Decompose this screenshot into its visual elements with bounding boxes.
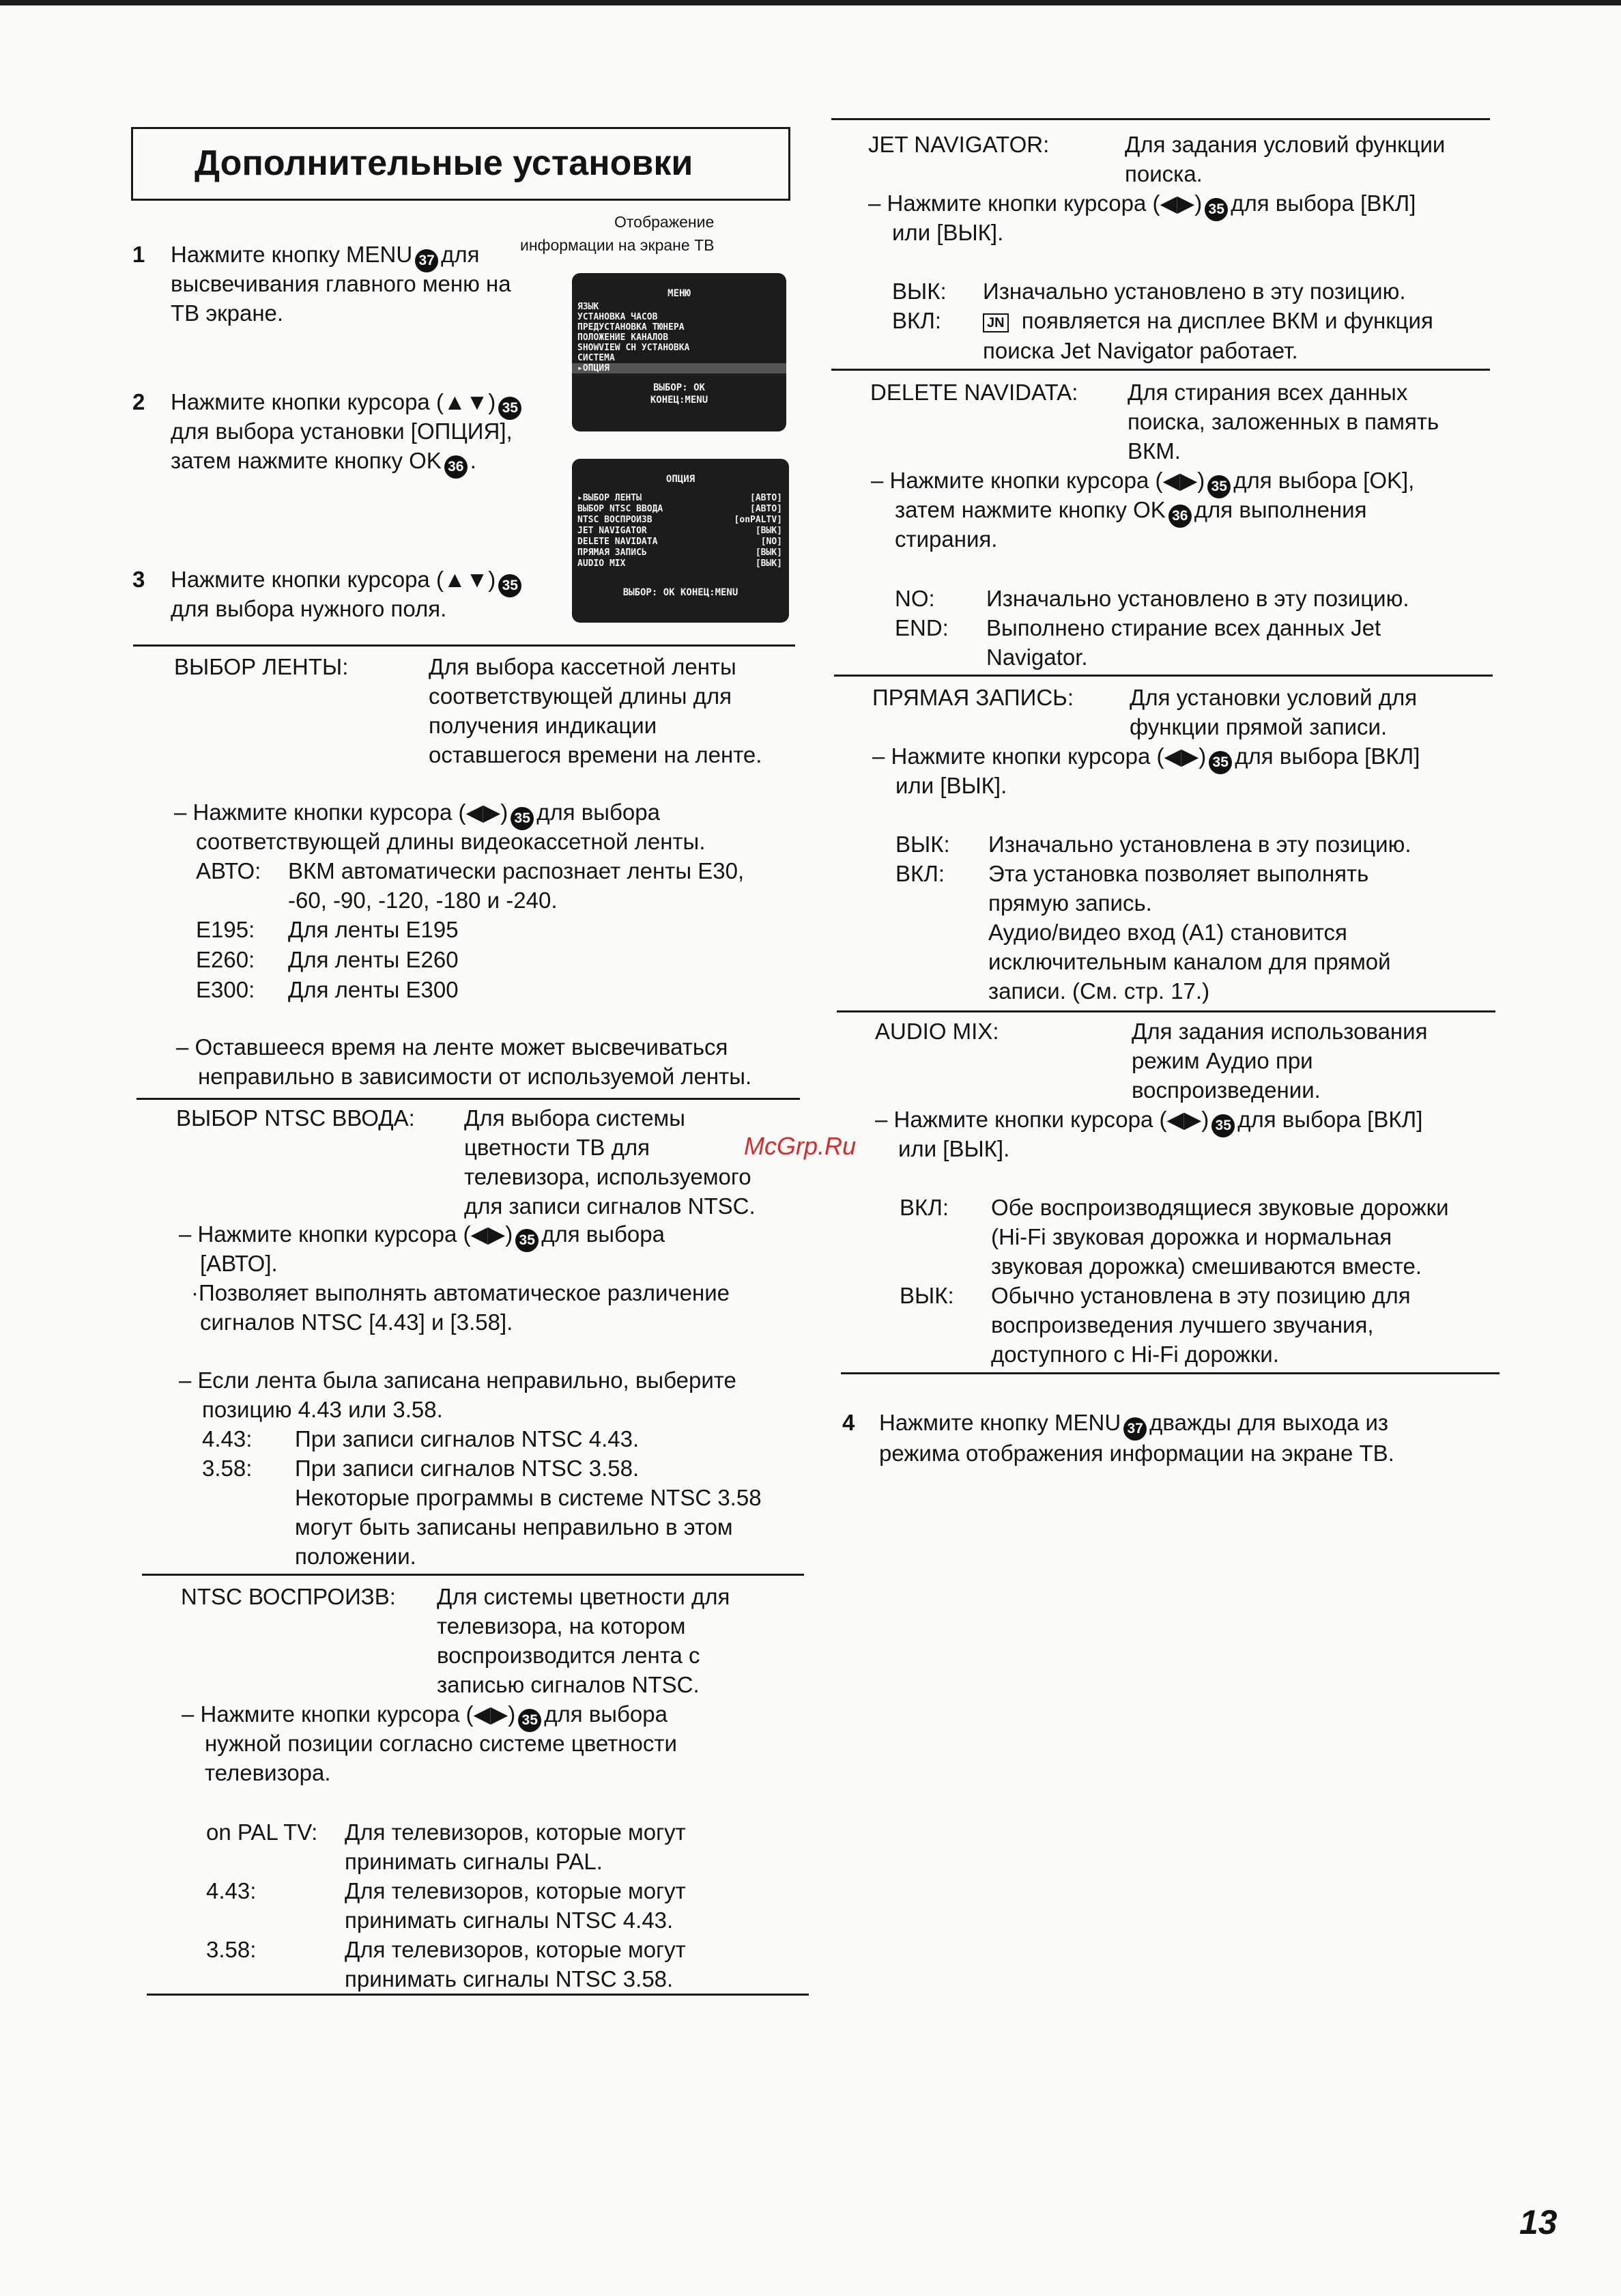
section-divider xyxy=(841,1372,1500,1374)
tape-desc: получения индикации xyxy=(429,713,657,738)
tape-instr-c: соответствующей длины видеокассетной ленты. xyxy=(196,829,706,854)
osd-option-header: ОПЦИЯ xyxy=(665,474,695,485)
ntsc-play-443-value: Для телевизоров, которые могут xyxy=(345,1878,686,1903)
audio-on-key: ВКЛ: xyxy=(900,1195,949,1220)
cursor-button-ref-icon: 35 xyxy=(1209,751,1232,774)
tape-desc: Для выбора кассетной ленты xyxy=(429,654,736,679)
del-end-value2: Navigator. xyxy=(986,644,1088,670)
del-instr-e: стирания. xyxy=(895,526,998,552)
del-end-key: END: xyxy=(895,615,949,640)
ntsc-in-instr-c: [АВТО]. xyxy=(200,1251,278,1276)
tape-instr-a: – Нажмите кнопки курсора (◀▶) xyxy=(174,799,508,825)
ntsc-in-p2b: сигналов NTSC [4.43] и [3.58]. xyxy=(200,1309,513,1335)
ntsc-in-instr-b: для выбора xyxy=(541,1221,665,1247)
ntsc-in-p2a: ·Позволяет выполнять автоматическое различение xyxy=(191,1280,730,1305)
tape-note1: – Оставшееся время на ленте может высвечиваться xyxy=(176,1034,728,1060)
del-end-value: Выполнено стирание всех данных Jet xyxy=(986,615,1381,640)
step2-line3 xyxy=(171,446,476,479)
jet-off-key: ВЫК: xyxy=(892,279,947,304)
tape-e300-key: Е300: xyxy=(196,977,255,1002)
tape-note2: неправильно в зависимости от используемой ленты. xyxy=(198,1064,752,1089)
cursor-button-ref-icon: 35 xyxy=(1205,198,1228,221)
cursor-button-ref-icon: 35 xyxy=(498,397,521,420)
direct-on-value: записи. (См. стр. 17.) xyxy=(988,978,1210,1004)
step2-line2: для выбора установки [ОПЦИЯ], xyxy=(171,419,513,444)
tape-desc: соответствующей длины для xyxy=(429,683,732,709)
jet-instr-b: для выбора [ВКЛ] xyxy=(1231,190,1416,216)
ntsc-play-pal-key: on PAL TV: xyxy=(206,1819,318,1845)
section-divider xyxy=(831,369,1490,371)
direct-on-value: прямую запись. xyxy=(988,890,1152,916)
step-number: 3 xyxy=(132,567,145,592)
del-desc: ВКМ. xyxy=(1128,438,1181,464)
ntsc-in-desc: телевизора, используемого xyxy=(464,1164,751,1189)
osd-option-item-value: [onPALTV] xyxy=(734,515,782,525)
direct-desc: Для установки условий для xyxy=(1130,685,1418,710)
osd-option-item-name: ▸ВЫБОР ЛЕНТЫ xyxy=(577,493,642,503)
tape-auto-value2: -60, -90, -120, -180 и -240. xyxy=(288,888,558,913)
ntsc-play-desc: записью сигналов NTSC. xyxy=(437,1672,700,1697)
direct-on-value: Эта установка позволяет выполнять xyxy=(988,861,1369,886)
osd-menu-item: ПОЛОЖЕНИЕ КАНАЛОВ xyxy=(577,332,669,343)
direct-off-value: Изначально установлена в эту позицию. xyxy=(988,832,1411,857)
osd-option-footer: ВЫБОР: ОК КОНЕЦ:MENU xyxy=(622,587,738,598)
direct-on-key: ВКЛ: xyxy=(895,861,945,886)
ntsc-play-desc: телевизора, на котором xyxy=(437,1613,686,1639)
audio-instr-a: – Нажмите кнопки курсора (◀▶) xyxy=(875,1107,1209,1132)
ntsc-play-desc: Для системы цветности для xyxy=(437,1584,730,1609)
del-instr-line2 xyxy=(895,495,1366,528)
cursor-button-ref-icon: 35 xyxy=(1207,475,1231,498)
cursor-button-ref-icon: 35 xyxy=(498,574,521,597)
ntsc-in-358-key: 3.58: xyxy=(202,1456,253,1481)
cursor-button-ref-icon: 35 xyxy=(515,1229,539,1252)
audio-instruction xyxy=(875,1105,1422,1137)
menu-button-ref-icon: 37 xyxy=(1123,1417,1147,1441)
jet-instr-c: или [ВЫК]. xyxy=(892,220,1004,245)
del-instr-c: затем нажмите кнопку OK xyxy=(895,497,1166,522)
tape-e260-key: Е260: xyxy=(196,947,255,972)
direct-instr-c: или [ВЫК]. xyxy=(895,773,1007,798)
step-number: 2 xyxy=(132,389,145,414)
osd-option-item-name: DELETE NAVIDATA xyxy=(577,537,658,547)
section-divider xyxy=(831,118,1490,120)
section-divider xyxy=(133,644,795,647)
audio-label: AUDIO MIX: xyxy=(875,1019,999,1044)
del-instr-a: – Нажмите кнопки курсора (◀▶) xyxy=(871,468,1205,493)
ntsc-in-358-value: положении. xyxy=(295,1544,416,1569)
audio-desc: Для задания использования xyxy=(1132,1019,1428,1044)
ntsc-play-358-key: 3.58: xyxy=(206,1937,257,1962)
osd-menu-item: ЯЗЫК xyxy=(577,302,599,312)
ntsc-in-desc: цветности ТВ для xyxy=(464,1135,650,1160)
step3-line2: для выбора нужного поля. xyxy=(171,596,447,621)
jet-label: JET NAVIGATOR: xyxy=(868,132,1050,157)
ntsc-in-443-value: При записи сигналов NTSC 4.43. xyxy=(295,1426,640,1451)
del-instr-d: для выполнения xyxy=(1194,497,1367,522)
ntsc-play-443-key: 4.43: xyxy=(206,1878,257,1903)
direct-label: ПРЯМАЯ ЗАПИСЬ: xyxy=(872,685,1074,710)
ntsc-play-instruction xyxy=(182,1699,668,1732)
step4-line2: режима отображения информации на экране ТВ. xyxy=(879,1441,1394,1466)
audio-on-value: (Hi-Fi звуковая дорожка и нормальная xyxy=(991,1224,1392,1249)
step-number: 4 xyxy=(842,1410,855,1435)
title-box xyxy=(131,127,790,201)
osd-menu-header: МЕНЮ xyxy=(668,288,691,299)
jet-on-value2: поиска Jet Navigator работает. xyxy=(983,338,1298,363)
direct-instr-a: – Нажмите кнопки курсора (◀▶) xyxy=(872,743,1207,769)
audio-off-key: ВЫК: xyxy=(900,1283,954,1308)
section-divider xyxy=(834,675,1493,677)
audio-on-value: звуковая дорожка) смешиваются вместе. xyxy=(991,1253,1422,1279)
audio-desc: воспроизведении. xyxy=(1132,1077,1321,1103)
tape-instr-b: для выбора xyxy=(536,799,660,825)
osd-menu-item: УСТАНОВКА ЧАСОВ xyxy=(577,312,658,322)
osd-menu-item-selected: ▸ОПЦИЯ xyxy=(572,363,786,373)
del-desc: Для стирания всех данных xyxy=(1128,380,1408,405)
ntsc-in-358-value: Некоторые программы в системе NTSC 3.58 xyxy=(295,1485,762,1510)
section-divider xyxy=(837,1010,1495,1012)
ntsc-play-label: NTSC ВОСПРОИЗВ: xyxy=(181,1584,396,1609)
osd-option-item-name: NTSC ВОСПРОИЗВ xyxy=(577,515,652,525)
step1-text-b: для xyxy=(441,242,480,267)
ntsc-play-instr-d: телевизора. xyxy=(205,1760,331,1785)
del-instr-b: для выбора [OK], xyxy=(1233,468,1415,493)
osd-option-menu-screen xyxy=(572,459,789,623)
ntsc-in-358-value: могут быть записаны неправильно в этом xyxy=(295,1514,733,1540)
osd-caption-line2: информации на экране ТВ xyxy=(520,236,715,254)
step4-text-b: дважды для выхода из xyxy=(1149,1410,1389,1435)
jet-navigator-display-icon: JN xyxy=(983,313,1009,332)
page-number: 13 xyxy=(1519,2203,1558,2241)
ntsc-play-instr-b: для выбора xyxy=(544,1701,668,1727)
osd-option-item-value: [ВЫК] xyxy=(755,548,782,558)
osd-option-item-name: ПРЯМАЯ ЗАПИСЬ xyxy=(577,548,647,558)
step4-line1 xyxy=(879,1408,1388,1441)
ntsc-play-instr-a: – Нажмите кнопки курсора (◀▶) xyxy=(182,1701,516,1727)
ntsc-play-358-value: Для телевизоров, которые могут xyxy=(345,1937,686,1962)
ntsc-play-instr-c: нужной позиции согласно системе цветности xyxy=(205,1731,677,1756)
ntsc-play-pal-value: Для телевизоров, которые могут xyxy=(345,1819,686,1845)
direct-on-value: исключительным каналом для прямой xyxy=(988,949,1391,974)
osd-option-item-value: [АВТО] xyxy=(750,493,782,503)
osd-main-menu-screen xyxy=(572,273,786,431)
direct-on-value: Аудио/видео вход (А1) становится xyxy=(988,920,1347,945)
section-divider xyxy=(142,1574,804,1576)
tape-instruction xyxy=(174,797,660,830)
audio-instr-b: для выбора [ВКЛ] xyxy=(1237,1107,1423,1132)
osd-caption-line1: Отображение xyxy=(614,213,715,231)
osd-option-item-value: [ВЫК] xyxy=(755,558,782,569)
step2-text-d: . xyxy=(470,448,476,473)
audio-off-value: воспроизведения лучшего звучания, xyxy=(991,1312,1374,1337)
tape-e195-value: Для ленты Е195 xyxy=(288,917,459,942)
ntsc-in-p3a: – Если лента была записана неправильно, выберите xyxy=(179,1367,736,1393)
ok-button-ref-icon: 36 xyxy=(1168,505,1192,528)
ntsc-in-443-key: 4.43: xyxy=(202,1426,253,1451)
ntsc-in-label: ВЫБОР NTSC ВВОДА: xyxy=(176,1105,415,1131)
tape-e195-key: Е195: xyxy=(196,917,255,942)
step-number: 1 xyxy=(132,242,145,267)
tape-auto-key: АВТО: xyxy=(196,858,261,883)
osd-option-item-name: JET NAVIGATOR xyxy=(577,526,647,536)
direct-off-key: ВЫК: xyxy=(895,832,950,857)
jet-on-value xyxy=(983,306,1433,335)
step1-line3: ТВ экране. xyxy=(171,300,284,326)
osd-menu-item: ПРЕДУСТАНОВКА ТЮНЕРА xyxy=(577,322,685,332)
audio-instr-c: или [ВЫК]. xyxy=(898,1136,1010,1161)
direct-instruction xyxy=(872,741,1420,774)
section-divider xyxy=(147,1994,809,1996)
step2-line1 xyxy=(171,387,524,420)
osd-menu-footer-select: ВЫБОР: ОК xyxy=(653,382,705,393)
del-no-value: Изначально установлено в эту позицию. xyxy=(986,586,1409,611)
top-rule xyxy=(0,0,1621,5)
ntsc-in-instr-a: – Нажмите кнопки курсора (◀▶) xyxy=(179,1221,513,1247)
del-instruction xyxy=(871,466,1414,498)
ntsc-play-desc: воспроизводится лента с xyxy=(437,1643,700,1668)
jet-desc: поиска. xyxy=(1125,161,1203,186)
ntsc-play-443-value: принимать сигналы NTSC 4.43. xyxy=(345,1908,674,1933)
audio-desc: режим Аудио при xyxy=(1132,1048,1313,1073)
tape-auto-value: ВКМ автоматически распознает ленты Е30, xyxy=(288,858,745,883)
menu-button-ref-icon: 37 xyxy=(415,249,438,272)
del-label: DELETE NAVIDATA: xyxy=(870,380,1078,405)
jet-instruction xyxy=(868,188,1416,221)
ntsc-play-pal-value: принимать сигналы PAL. xyxy=(345,1849,603,1874)
audio-off-value: доступного с Hi-Fi дорожки. xyxy=(991,1342,1279,1367)
cursor-button-ref-icon: 35 xyxy=(511,807,534,830)
step1-line2: высвечивания главного меню на xyxy=(171,271,511,296)
watermark: McGrp.Ru xyxy=(744,1132,857,1160)
step2-text-a: Нажмите кнопки курсора (▲▼) xyxy=(171,389,496,414)
ok-button-ref-icon: 36 xyxy=(444,455,468,479)
ntsc-in-p3b: позицию 4.43 или 3.58. xyxy=(202,1397,443,1422)
osd-menu-footer-exit: КОНЕЦ:MENU xyxy=(650,395,708,406)
tape-e260-value: Для ленты Е260 xyxy=(288,947,459,972)
osd-option-item-value: [ВЫК] xyxy=(755,526,782,536)
tape-desc: оставшегося времени на ленте. xyxy=(429,742,762,767)
jet-desc: Для задания условий функции xyxy=(1125,132,1446,157)
ntsc-in-desc: для записи сигналов NTSC. xyxy=(464,1193,756,1219)
step4-text-a: Нажмите кнопку MENU xyxy=(879,1410,1121,1435)
section-divider xyxy=(137,1098,800,1100)
cursor-button-ref-icon: 35 xyxy=(1211,1114,1235,1137)
ntsc-play-358-value: принимать сигналы NTSC 3.58. xyxy=(345,1966,674,1992)
osd-option-item-value: [NO] xyxy=(760,537,782,547)
jet-on-text: появляется на дисплее ВКМ и функция xyxy=(1021,308,1433,333)
tape-e300-value: Для ленты Е300 xyxy=(288,977,459,1002)
osd-option-item-value: [АВТО] xyxy=(750,504,782,514)
direct-instr-b: для выбора [ВКЛ] xyxy=(1235,743,1420,769)
ntsc-in-instruction xyxy=(179,1219,665,1252)
ntsc-in-358-value: При записи сигналов NTSC 3.58. xyxy=(295,1456,640,1481)
osd-menu-item: СИСТЕМА xyxy=(577,353,615,363)
jet-off-value: Изначально установлено в эту позицию. xyxy=(983,279,1406,304)
page-title: Дополнительные установки xyxy=(195,143,693,183)
del-desc: поиска, заложенных в память xyxy=(1128,409,1439,434)
step2-text-c: затем нажмите кнопку OK xyxy=(171,448,442,473)
cursor-button-ref-icon: 35 xyxy=(518,1709,541,1732)
jet-instr-a: – Нажмите кнопки курсора (◀▶) xyxy=(868,190,1203,216)
step3-line1 xyxy=(171,565,524,597)
direct-desc: функции прямой записи. xyxy=(1130,714,1388,739)
ntsc-in-desc: Для выбора системы xyxy=(464,1105,685,1131)
step1-text-a: Нажмите кнопку MENU xyxy=(171,242,413,267)
osd-option-item-name: ВЫБОР NTSC ВВОДА xyxy=(577,504,663,514)
step3-text-a: Нажмите кнопки курсора (▲▼) xyxy=(171,567,496,592)
osd-option-item-name: AUDIO MIX xyxy=(577,558,626,569)
jet-on-key: ВКЛ: xyxy=(892,308,942,333)
audio-off-value: Обычно установлена в эту позицию для xyxy=(991,1283,1411,1308)
audio-on-value: Обе воспроизводящиеся звуковые дорожки xyxy=(991,1195,1449,1220)
del-no-key: NO: xyxy=(895,586,935,611)
tape-label: ВЫБОР ЛЕНТЫ: xyxy=(174,654,349,679)
step1-line1 xyxy=(171,240,480,272)
osd-menu-item: SHOWVIEW CH УСТАНОВКА xyxy=(577,343,690,353)
